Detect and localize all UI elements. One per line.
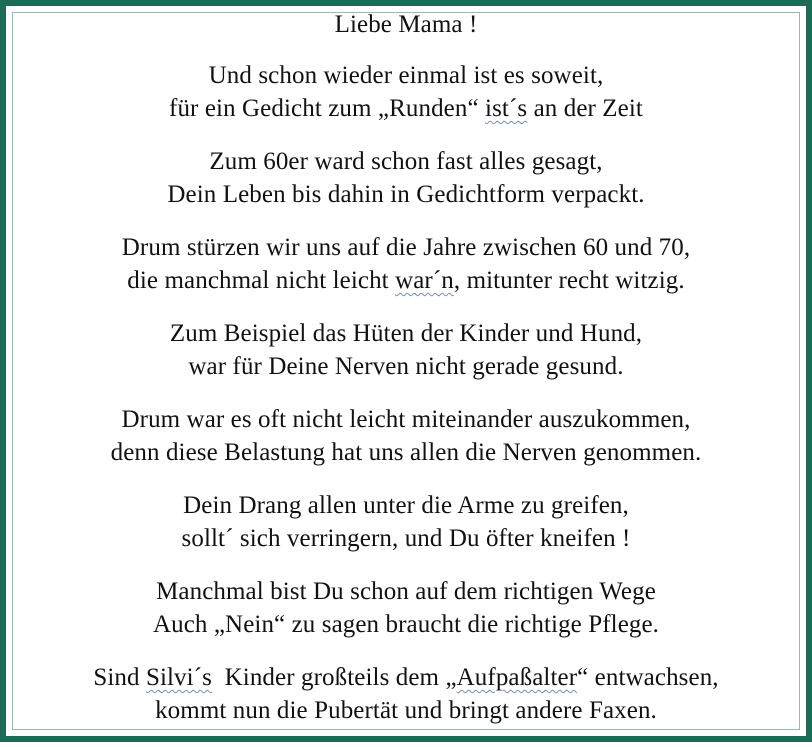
- stanza-6-line-1: Dein Drang allen unter die Arme zu greifen,: [183, 492, 629, 519]
- stanza-3-line-2: [6, 264, 806, 297]
- text-segment: die manchmal nicht leicht: [127, 267, 396, 294]
- spellcheck-flagged-word: Aufpaßalter: [456, 664, 578, 691]
- stanza-2-line-1: Zum 60er ward schon fast alles gesagt,: [209, 148, 603, 175]
- stanza-6: [6, 489, 806, 555]
- spellcheck-flagged-word: war´n: [395, 267, 454, 294]
- stanza-4-line-1: Zum Beispiel das Hüten der Kinder und Hund,: [169, 320, 643, 347]
- stanza-1-line-2: [6, 92, 806, 125]
- stanza-7-line-2: Auch „Nein“ zu sagen braucht die richtige Pflege.: [152, 611, 660, 638]
- poem: [6, 10, 806, 747]
- stanza-8: [6, 661, 806, 727]
- text-segment: Kinder großteils dem „: [211, 664, 457, 691]
- stanza-2: [6, 145, 806, 211]
- poem-title: Liebe Mama !: [334, 11, 478, 38]
- stanza-1-line-1: Und schon wieder einmal ist es soweit,: [208, 62, 604, 89]
- spellcheck-flagged-word: ist´s: [485, 95, 528, 122]
- text-segment: an der Zeit: [527, 95, 643, 122]
- stanza-7: [6, 575, 806, 641]
- text-segment: Sind: [93, 664, 146, 691]
- stanza-8-line-1: [6, 661, 806, 694]
- spellcheck-flagged-word: Silvi´s: [145, 664, 212, 691]
- text-segment: für ein Gedicht zum „Runden“: [169, 95, 486, 122]
- stanza-2-line-2: Dein Leben bis dahin in Gedichtform verpackt.: [167, 181, 645, 208]
- stanza-8-line-2: kommt nun die Pubertät und bringt andere Faxen.: [155, 697, 657, 724]
- text-segment: , mitunter recht witzig.: [453, 267, 685, 294]
- stanza-6-line-2: sollt´ sich verringern, und Du öfter kneifen !: [181, 525, 631, 552]
- stanza-5-line-1: Drum war es oft nicht leicht miteinander auszukommen,: [121, 406, 691, 433]
- stanza-4-line-2: war für Deine Nerven nicht gerade gesund.: [188, 353, 624, 380]
- stanza-1: [6, 59, 806, 125]
- stanza-3-line-1: Drum stürzen wir uns auf die Jahre zwischen 60 und 70,: [121, 234, 691, 261]
- stanza-3: [6, 231, 806, 297]
- text-segment: “ entwachsen,: [577, 664, 719, 691]
- stanza-7-line-1: Manchmal bist Du schon auf dem richtigen Wege: [156, 578, 656, 605]
- stanza-4: [6, 317, 806, 383]
- stanza-5: [6, 403, 806, 469]
- stanza-5-line-2: denn diese Belastung hat uns allen die Nerven genommen.: [110, 439, 702, 466]
